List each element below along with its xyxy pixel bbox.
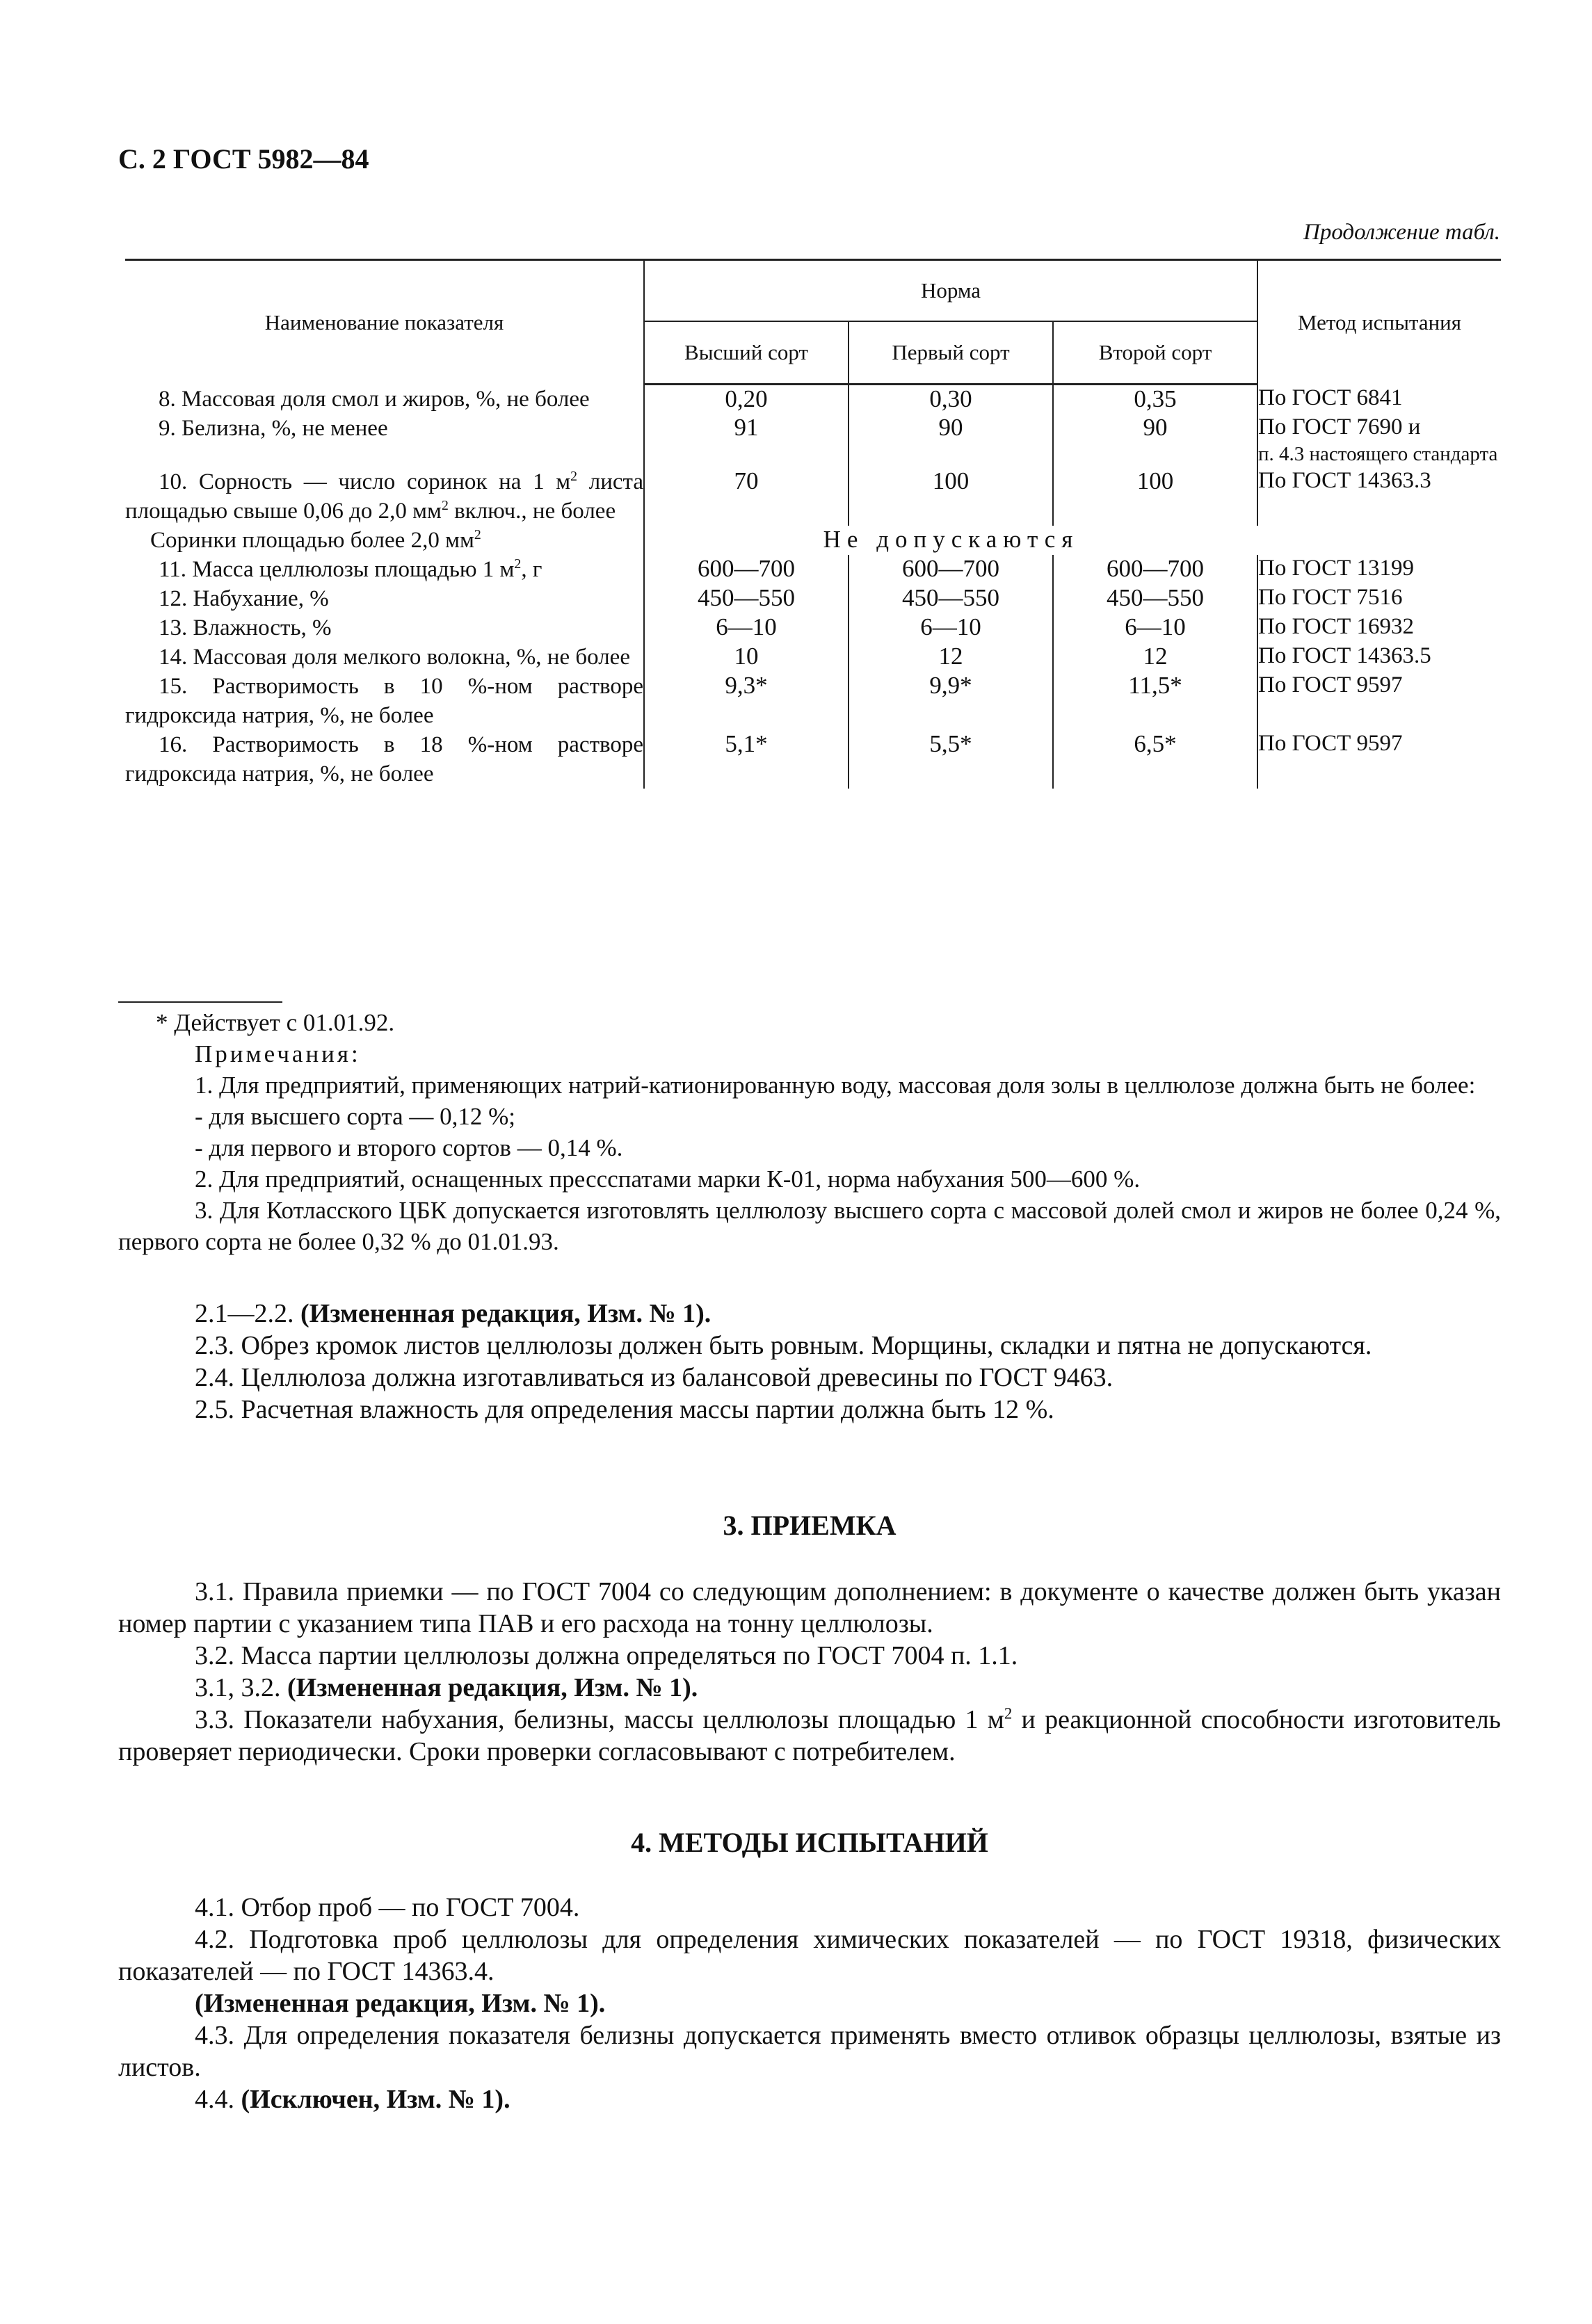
notes-title: Примечания:: [195, 1040, 361, 1067]
value-highest: 70: [644, 467, 849, 526]
column-header-grade-second: Второй сорт: [1053, 321, 1257, 385]
row-name: 16. Растворимость в 18 %-ном растворе гидроксида натрия, %, не более: [125, 730, 644, 789]
note-1a: - для высшего сорта — 0,12 %;: [195, 1103, 516, 1130]
value-highest: 600—700: [644, 555, 849, 584]
value-highest: 6—10: [644, 613, 849, 643]
paragraph-2-3: 2.3. Обрез кромок листов целлюлозы должен быть ровным. Морщины, складки и пятна не допускаются.: [195, 1331, 1372, 1360]
value-second: 12: [1053, 643, 1257, 672]
paragraph-3-1-3-2: 3.1, 3.2. (Измененная редакция, Изм. № 1).: [195, 1673, 698, 1702]
value-second: 450—550: [1053, 584, 1257, 613]
paragraph-2-4: 2.4. Целлюлоза должна изготавливаться из балансовой древесины по ГОСТ 9463.: [195, 1363, 1113, 1392]
footnote-divider: [118, 1001, 282, 1003]
paragraph-4-4: 4.4. (Исключен, Изм. № 1).: [195, 2085, 510, 2114]
table-row: [125, 730, 1501, 789]
method: По ГОСТ 16932: [1258, 613, 1414, 639]
column-header-grade-highest: Высший сорт: [644, 321, 849, 385]
value-highest: 0,20: [644, 385, 849, 414]
table-row: [125, 467, 1501, 526]
page-header: С. 2 ГОСТ 5982—84: [118, 143, 369, 175]
column-header-grade-first: Первый сорт: [849, 321, 1053, 385]
table-row: [125, 584, 1501, 613]
section-2-text: [118, 1298, 1501, 1426]
value-first: 5,5*: [849, 730, 1053, 789]
value-first: 90: [849, 414, 1053, 467]
method: По ГОСТ 13199: [1258, 555, 1414, 581]
value-highest: 91: [644, 414, 849, 467]
row-name: Соринки площадью более 2,0 $мм^2$: [125, 526, 644, 555]
value-first: 450—550: [849, 584, 1053, 613]
method: По ГОСТ 14363.5: [1258, 643, 1431, 668]
not-allowed-note: Не допускаются: [823, 525, 1079, 553]
value-second: 11,5*: [1053, 672, 1257, 730]
note-1: 1. Для предприятий, применяющих натрий-катионированную воду, массовая доля золы в целлюлозе должна быть не более:: [195, 1072, 1476, 1099]
row-name: 8. Массовая доля смол и жиров, %, не более: [125, 385, 644, 414]
table-row: [125, 385, 1501, 414]
value-first: 100: [849, 467, 1053, 526]
norms-table: [125, 259, 1501, 789]
row-name: 9. Белизна, %, не менее: [125, 414, 644, 467]
table-row: [125, 643, 1501, 672]
row-name: 10. Сорность — число соринок на 1 $м^2$ листа площадью свыше 0,06 до 2,0 $мм^2$ включ., не более: [125, 467, 644, 526]
section-3-text: [118, 1576, 1501, 1768]
value-first: 9,9*: [849, 672, 1053, 730]
value-second: 600—700: [1053, 555, 1257, 584]
method: По ГОСТ 6841: [1258, 385, 1403, 410]
footnote: * Действует с 01.01.92.: [156, 1009, 395, 1036]
column-header-name: Наименование показателя: [125, 260, 644, 385]
value-second: 6,5*: [1053, 730, 1257, 789]
value-second: 0,35: [1053, 385, 1257, 414]
paragraph-3-3: 3.3. Показатели набухания, белизны, массы целлюлозы площадью 1 $м^2$ и реакционной способности изготовитель проверяет периодически. Сроки проверки согласовывают с потребителем.: [118, 1704, 1502, 1766]
value-first: 6—10: [849, 613, 1053, 643]
value-second: 100: [1053, 467, 1257, 526]
paragraph-4-2-amend: (Измененная редакция, Изм. № 1).: [195, 1989, 606, 2018]
column-header-method: Метод испытания: [1257, 260, 1501, 385]
value-second: 6—10: [1053, 613, 1257, 643]
row-name: 11. Масса целлюлозы площадью 1 $м^2$, г: [125, 555, 644, 584]
row-name: 14. Массовая доля мелкого волокна, %, не более: [125, 643, 644, 672]
method: По ГОСТ 7516: [1258, 584, 1403, 610]
table-row: [125, 613, 1501, 643]
table-notes: [118, 1001, 1501, 1257]
table-row: [125, 555, 1501, 584]
method: По ГОСТ 9597: [1258, 672, 1403, 697]
column-header-norm: Норма: [644, 260, 1257, 322]
paragraph-4-1: 4.1. Отбор проб — по ГОСТ 7004.: [195, 1893, 580, 1922]
row-name: 13. Влажность, %: [125, 613, 644, 643]
value-first: 0,30: [849, 385, 1053, 414]
section-4-title: 4. МЕТОДЫ ИСПЫТАНИЙ: [631, 1827, 988, 1858]
row-name: 12. Набухание, %: [125, 584, 644, 613]
value-highest: 10: [644, 643, 849, 672]
value-highest: 9,3*: [644, 672, 849, 730]
paragraph-4-3: 4.3. Для определения показателя белизны допускается применять вместо отливок образцы целлюлозы, взятые из листов.: [118, 2021, 1501, 2082]
note-2: 2. Для предприятий, оснащенных прессспатами марки К-01, норма набухания 500—600 %.: [195, 1165, 1141, 1193]
section-4-text: [118, 1891, 1501, 2115]
paragraph-2-5: 2.5. Расчетная влажность для определения массы партии должна быть 12 %.: [195, 1395, 1054, 1424]
paragraph-3-2: 3.2. Масса партии целлюлозы должна определяться по ГОСТ 7004 п. 1.1.: [195, 1641, 1018, 1670]
table-row: [125, 526, 1501, 555]
value-highest: 450—550: [644, 584, 849, 613]
paragraph-4-2: 4.2. Подготовка проб целлюлозы для определения химических показателей — по ГОСТ 19318, физических показателей — по ГОСТ 14363.4.: [118, 1925, 1501, 1986]
section-3-title: 3. ПРИЕМКА: [723, 1510, 896, 1541]
note-1b: - для первого и второго сортов — 0,14 %.: [195, 1134, 623, 1161]
method: По ГОСТ 14363.3: [1258, 467, 1431, 493]
value-first: 600—700: [849, 555, 1053, 584]
method: По ГОСТ 9597: [1258, 730, 1403, 756]
paragraph-2-1-2-2: 2.1—2.2. (Измененная редакция, Изм. № 1).: [195, 1299, 711, 1328]
value-second: 90: [1053, 414, 1257, 467]
paragraph-3-1: 3.1. Правила приемки — по ГОСТ 7004 со следующим дополнением: в документе о качестве должен быть указан номер партии с указанием типа ПАВ и его расхода на тонну целлюлозы.: [118, 1577, 1501, 1638]
value-highest: 5,1*: [644, 730, 849, 789]
table-row: [125, 414, 1501, 467]
row-name: 15. Растворимость в 10 %-ном растворе гидроксида натрия, %, не более: [125, 672, 644, 730]
method: По ГОСТ 7690 и п. 4.3 настоящего стандарта: [1258, 414, 1498, 465]
table-continuation-label: Продолжение табл.: [1303, 220, 1500, 245]
value-first: 12: [849, 643, 1053, 672]
table-row: [125, 672, 1501, 730]
note-3: 3. Для Котласского ЦБК допускается изготовлять целлюлозу высшего сорта с массовой долей смол и жиров не более 0,24 %, первого сорта не более 0,32 % до 01.01.93.: [118, 1197, 1501, 1255]
